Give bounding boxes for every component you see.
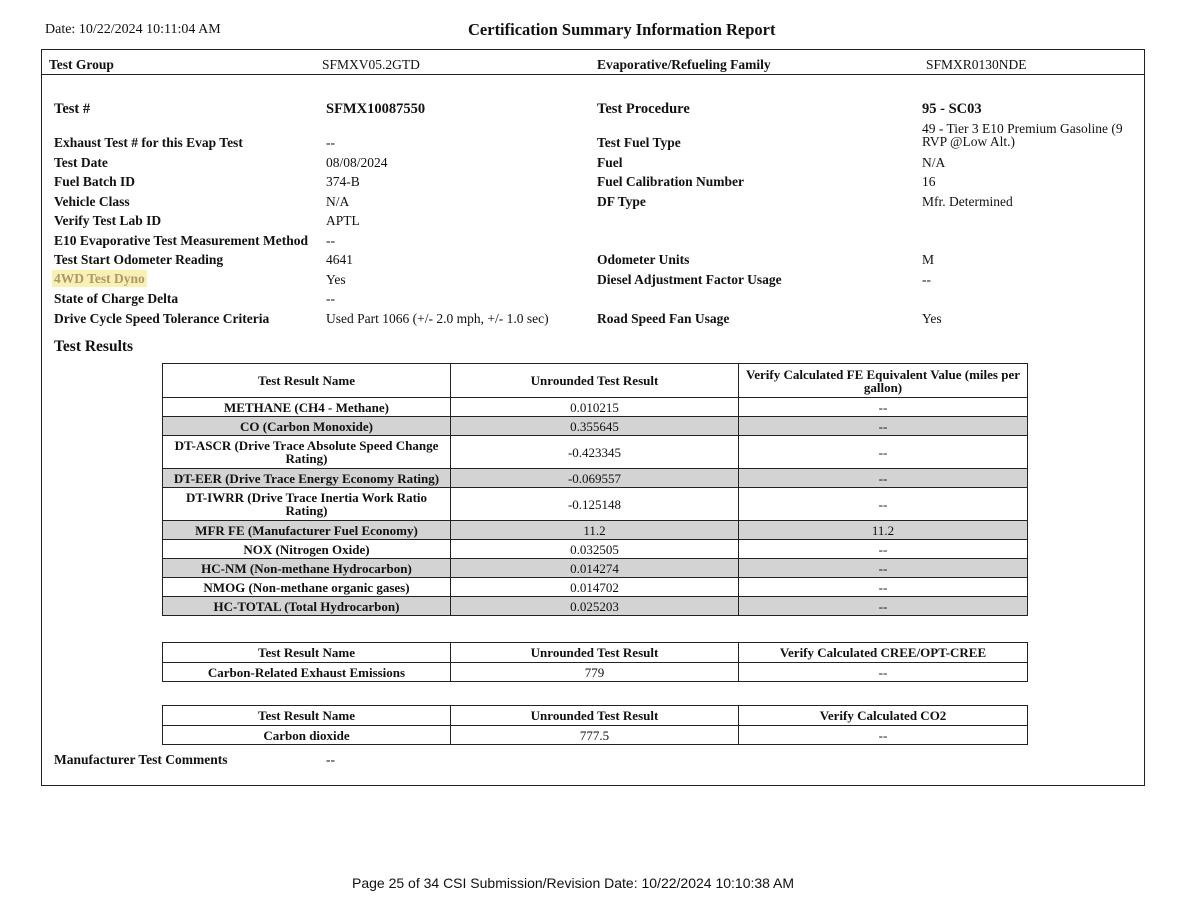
- table-row: [163, 559, 1028, 578]
- header-divider: [41, 74, 1145, 75]
- table-row: [163, 417, 1028, 436]
- field-value-fuel-batch: 374-B: [326, 174, 360, 189]
- field-value-fuel: N/A: [922, 155, 946, 170]
- field-label-test-date: Test Date: [54, 155, 108, 170]
- field-label-4wd-dyno: [54, 271, 147, 287]
- cell-verify: --: [739, 597, 1028, 616]
- cell-value: -0.069557: [451, 469, 739, 488]
- field-label-odometer: Test Start Odometer Reading: [54, 252, 224, 267]
- field-value-exhaust-test: --: [326, 135, 335, 150]
- field-label-df-type: DF Type: [597, 194, 646, 209]
- cell-value: -0.125148: [451, 488, 739, 521]
- table-row: [163, 521, 1028, 540]
- page-footer: Page 25 of 34 CSI Submission/Revision Date: 10/22/2024 10:10:38 AM: [352, 875, 795, 891]
- fuel-type-line-1: 49 - Tier 3 E10 Premium Gasoline (9: [922, 121, 1123, 136]
- field-label-e10-method: E10 Evaporative Test Measurement Method: [54, 233, 308, 248]
- table-row: [163, 540, 1028, 559]
- cell-name: Carbon dioxide: [163, 726, 451, 745]
- results-table-cree: [162, 642, 1028, 682]
- field-value-diesel-adjustment: --: [922, 272, 931, 287]
- cell-value: 0.010215: [451, 398, 739, 417]
- section-title-test-results: Test Results: [54, 338, 134, 355]
- report-date: Date: 10/22/2024 10:11:04 AM: [45, 22, 221, 37]
- highlight-mark: 4WD Test Dyno: [54, 271, 145, 286]
- evap-family-label: Evaporative/Refueling Family: [597, 57, 771, 72]
- cell-value: 779: [451, 663, 739, 682]
- field-value-e10-method: --: [326, 233, 335, 248]
- table-row: [163, 597, 1028, 616]
- field-label-diesel-adjustment: Diesel Adjustment Factor Usage: [597, 272, 782, 287]
- table-row: [163, 398, 1028, 417]
- cell-name: Carbon-Related Exhaust Emissions: [163, 663, 451, 682]
- cell-value: 0.355645: [451, 417, 739, 436]
- cell-name: DT-ASCR (Drive Trace Absolute Speed Change Rating): [163, 436, 451, 469]
- column-header: Unrounded Test Result: [451, 364, 739, 398]
- field-value-odometer: 4641: [326, 252, 353, 267]
- cell-verify: --: [739, 559, 1028, 578]
- cell-name: HC-NM (Non-methane Hydrocarbon): [163, 559, 451, 578]
- cell-verify: --: [739, 436, 1028, 469]
- field-label-road-speed-fan: Road Speed Fan Usage: [597, 311, 730, 326]
- table-row: [163, 726, 1028, 745]
- table-row: [163, 663, 1028, 682]
- cell-value: 0.025203: [451, 597, 739, 616]
- cell-name: DT-EER (Drive Trace Energy Economy Rating): [163, 469, 451, 488]
- table-header-row: [163, 706, 1028, 726]
- cell-name: MFR FE (Manufacturer Fuel Economy): [163, 521, 451, 540]
- table-header-row: [163, 364, 1028, 398]
- cell-verify: 11.2: [739, 521, 1028, 540]
- field-label-fuel-batch: Fuel Batch ID: [54, 174, 135, 189]
- field-label-odometer-units: Odometer Units: [597, 252, 690, 267]
- results-table-co2: [162, 705, 1028, 745]
- test-group-value: SFMXV05.2GTD: [322, 57, 420, 72]
- cell-value: -0.423345: [451, 436, 739, 469]
- cell-verify: --: [739, 578, 1028, 597]
- column-header: Verify Calculated CO2: [739, 706, 1028, 726]
- field-value-test-procedure: 95 - SC03: [922, 101, 982, 117]
- cell-name: NMOG (Non-methane organic gases): [163, 578, 451, 597]
- cell-value: 0.032505: [451, 540, 739, 559]
- field-value-odometer-units: M: [922, 252, 935, 267]
- table-row: [163, 488, 1028, 521]
- column-header: Test Result Name: [163, 706, 451, 726]
- field-value-soc-delta: --: [326, 291, 335, 306]
- column-header: Unrounded Test Result: [451, 706, 739, 726]
- table-row: [163, 578, 1028, 597]
- column-header: Verify Calculated CREE/OPT-CREE: [739, 643, 1028, 663]
- field-label-test-number: Test #: [54, 101, 91, 117]
- cell-verify: --: [739, 540, 1028, 559]
- cell-verify: --: [739, 398, 1028, 417]
- table-header-row: [163, 643, 1028, 663]
- cell-verify: --: [739, 488, 1028, 521]
- cell-verify: --: [739, 469, 1028, 488]
- field-value-road-speed-fan: Yes: [922, 311, 942, 326]
- field-value-test-number: SFMX10087550: [326, 101, 426, 117]
- fuel-type-line-2: RVP @Low Alt.): [922, 134, 1015, 149]
- field-value-fuel-calibration: 16: [922, 174, 936, 189]
- field-label-lab-id: Verify Test Lab ID: [54, 213, 162, 228]
- cell-value: 777.5: [451, 726, 739, 745]
- cell-name: HC-TOTAL (Total Hydrocarbon): [163, 597, 451, 616]
- field-label-fuel-calibration: Fuel Calibration Number: [597, 174, 744, 189]
- cell-name: CO (Carbon Monoxide): [163, 417, 451, 436]
- cell-name: METHANE (CH4 - Methane): [163, 398, 451, 417]
- field-label-speed-tolerance: Drive Cycle Speed Tolerance Criteria: [54, 311, 270, 326]
- field-label-test-procedure: Test Procedure: [597, 101, 690, 117]
- field-value-speed-tolerance: Used Part 1066 (+/- 2.0 mph, +/- 1.0 sec): [326, 311, 549, 326]
- column-header: Verify Calculated FE Equivalent Value (miles per gallon): [739, 364, 1028, 398]
- field-label-soc-delta: State of Charge Delta: [54, 291, 179, 306]
- cell-name: DT-IWRR (Drive Trace Inertia Work Ratio Rating): [163, 488, 451, 521]
- cell-name: NOX (Nitrogen Oxide): [163, 540, 451, 559]
- field-label-exhaust-test: Exhaust Test # for this Evap Test: [54, 135, 243, 150]
- field-label-test-fuel-type: Test Fuel Type: [597, 135, 681, 150]
- table-row: [163, 469, 1028, 488]
- report-title: Certification Summary Information Report: [468, 20, 776, 39]
- cell-verify: --: [739, 726, 1028, 745]
- cell-value: 0.014702: [451, 578, 739, 597]
- field-value-vehicle-class: N/A: [326, 194, 350, 209]
- field-value-lab-id: APTL: [326, 213, 360, 228]
- table-row: [163, 436, 1028, 469]
- field-value-test-fuel-type: [922, 122, 1123, 148]
- column-header: Test Result Name: [163, 364, 451, 398]
- field-label-fuel: Fuel: [597, 155, 623, 170]
- evap-family-value: SFMXR0130NDE: [926, 57, 1027, 72]
- comments-label: Manufacturer Test Comments: [54, 752, 228, 767]
- field-label-vehicle-class: Vehicle Class: [54, 194, 130, 209]
- field-value-df-type: Mfr. Determined: [922, 194, 1013, 209]
- comments-value: --: [326, 752, 335, 767]
- field-value-test-date: 08/08/2024: [326, 155, 388, 170]
- test-group-label: Test Group: [49, 57, 114, 72]
- results-table-fe: [162, 363, 1028, 616]
- column-header: Test Result Name: [163, 643, 451, 663]
- field-value-4wd-dyno: Yes: [326, 272, 346, 287]
- cell-verify: --: [739, 663, 1028, 682]
- cell-value: 0.014274: [451, 559, 739, 578]
- column-header: Unrounded Test Result: [451, 643, 739, 663]
- cell-value: 11.2: [451, 521, 739, 540]
- cell-verify: --: [739, 417, 1028, 436]
